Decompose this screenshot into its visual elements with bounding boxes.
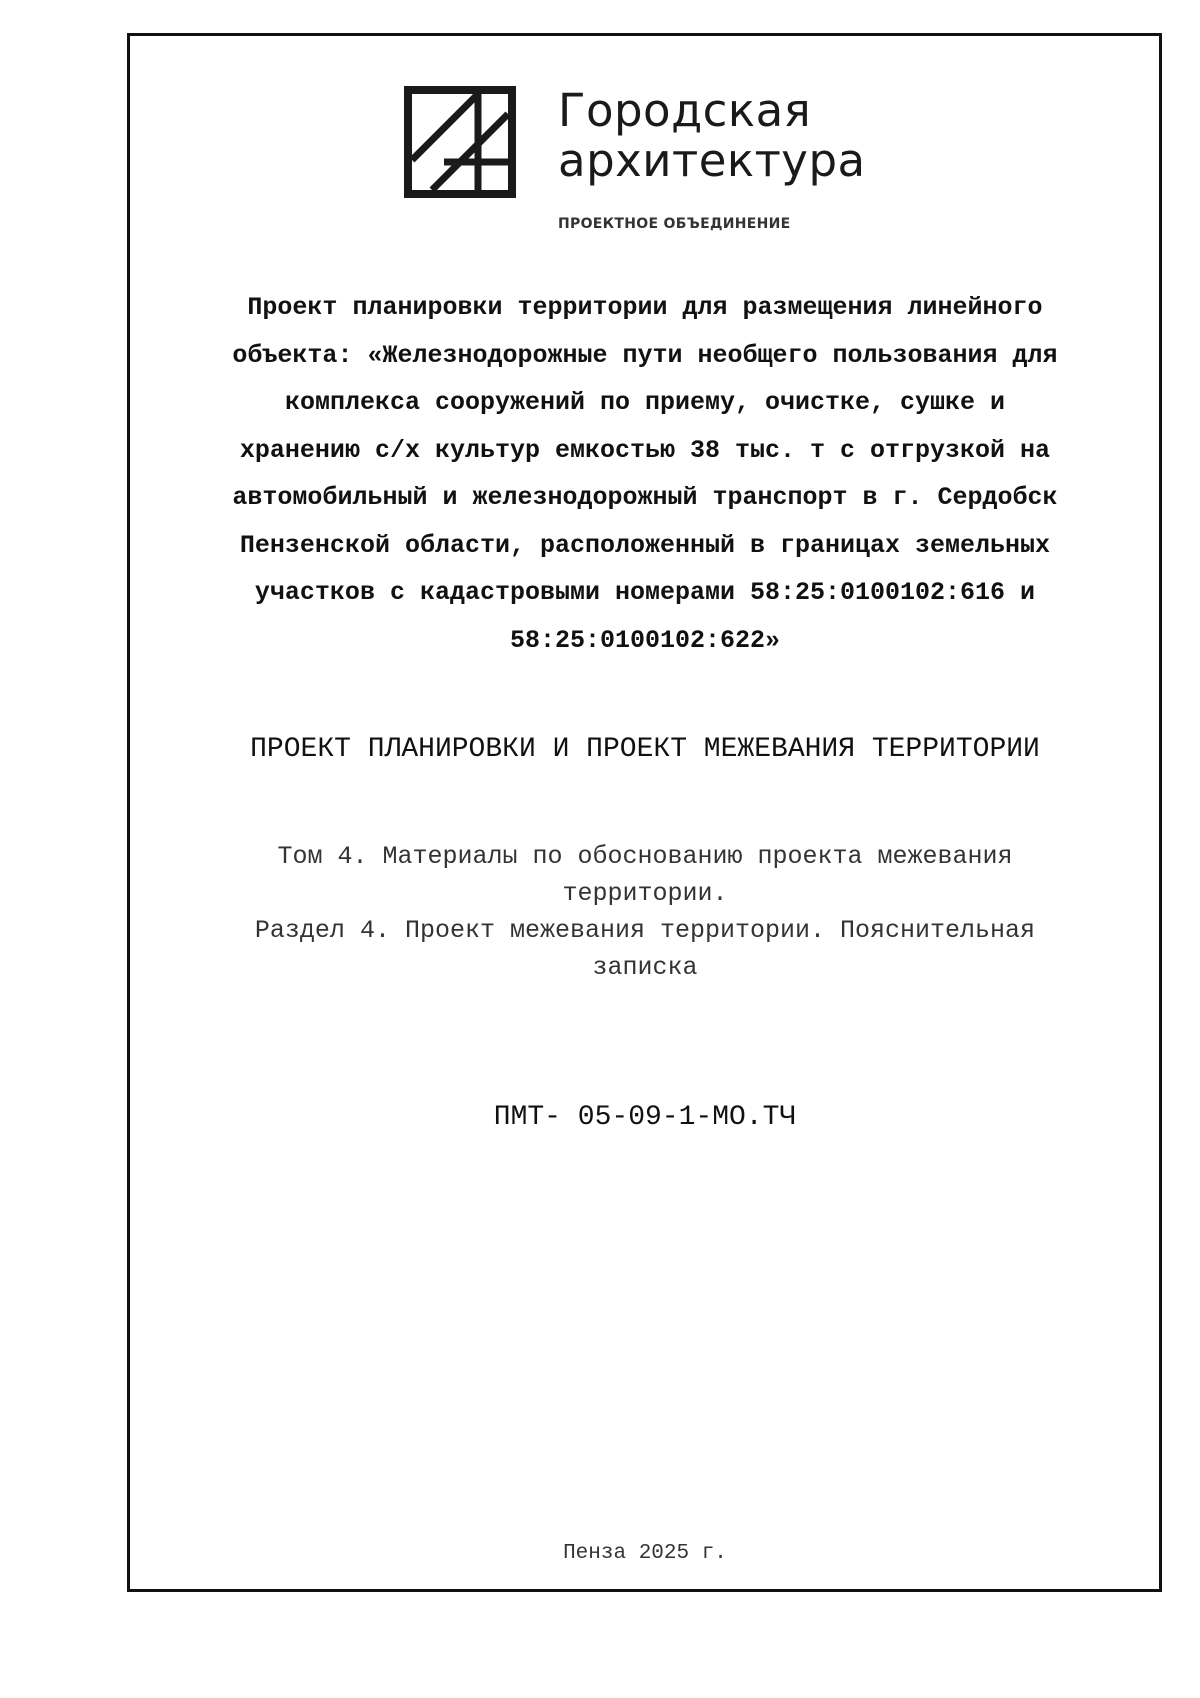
title-line: Пензенской области, расположенный в границах земельных xyxy=(239,530,1051,560)
document-code: ПМТ- 05-09-1-МО.ТЧ xyxy=(493,1102,797,1133)
logo-subtitle: ПРОЕКТНОЕ ОБЪЕДИНЕНИЕ xyxy=(558,216,791,232)
logo-name-line-2: архитектура xyxy=(558,134,866,187)
section-heading: ПРОЕКТ ПЛАНИРОВКИ И ПРОЕКТ МЕЖЕВАНИЯ ТЕРРИТОРИИ xyxy=(250,734,1040,765)
title-line: автомобильный и железнодорожный транспорт в г. Сердобск xyxy=(232,483,1058,512)
title-line: объекта: «Железнодорожные пути необщего пользования для xyxy=(232,340,1058,370)
title-line: 58:25:0100102:622» xyxy=(509,625,781,655)
logo-mark-icon xyxy=(404,86,516,198)
logo-name-line-1: Городская xyxy=(558,84,812,137)
title-line: хранению с/х культур емкостью 38 тыс. т с отгрузкой на xyxy=(239,435,1051,465)
project-title xyxy=(170,284,1120,664)
city-year: Пенза 2025 г. xyxy=(563,1542,727,1565)
page-frame xyxy=(127,33,1162,1592)
volume-line: Раздел 4. Проект межевания территории. Пояснительная xyxy=(254,916,1036,945)
logo-wordmark xyxy=(558,86,866,186)
title-line: комплекса сооружений по приему, очистке, сушке и xyxy=(284,388,1006,417)
title-line: Проект планировки территории для размещения линейного xyxy=(247,293,1043,322)
volume-line: Том 4. Материалы по обоснованию проекта межевания xyxy=(277,842,1013,871)
title-line: участков с кадастровыми номерами 58:25:0100102:616 и xyxy=(254,578,1036,607)
volume-description xyxy=(180,838,1110,986)
company-logo xyxy=(404,86,924,236)
volume-line: записка xyxy=(592,953,698,982)
volume-line: территории. xyxy=(562,879,728,908)
